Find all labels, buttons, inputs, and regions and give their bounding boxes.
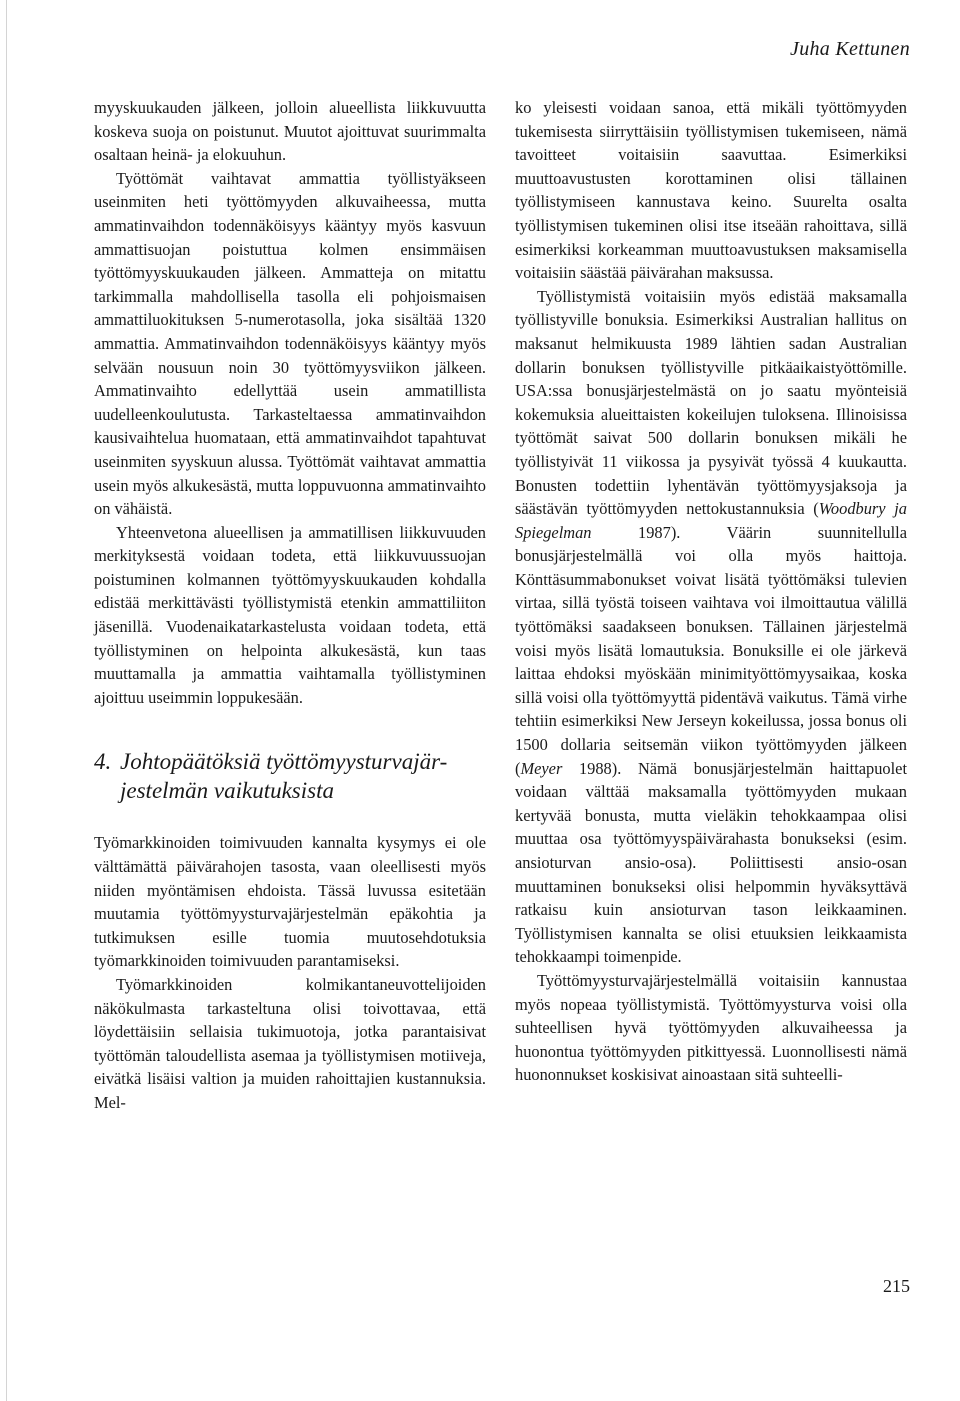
running-head-author: Juha Kettunen [790, 38, 910, 60]
section-title-line1: Johtopäätöksiä työttömyysturvajär- [120, 749, 448, 775]
paragraph-tripartite: Työmarkkinoiden kolmikantaneuvottelijoiden näkökulmasta tarkasteltuna olisi toivottavaa, että löydettäisiin sellaisia tukimuotoja, jotka parantaisivat työttömän taloudellista asemaa ja työllistymisen motiiveja, eivätkä lisäisi valtion ja muiden rahoittajien kustannuksia. Mel- [94, 975, 486, 1112]
bonus-text-part1: Työllistymistä voitaisiin myös edistää maksamalla työllistyville bonuksia. Esimerkiksi Australian hallitus on maksanut helmikuusta 1989 lähtien sadan Australian dollarin bonuksen työllistyville pitkäaikaistyöttömille. USA:ssa bonusjärjestelmästä on jo saatu myönteisiä kokemuksia alueittaisten kokeilujen tuloksena. Illinoisissa työttömät saivat 500 dollarin bonuksen mikäli he työllistyivät 11 viikossa ja pysyivät työssä 4 kuukautta. Bonusten todettiin lyhentävän työttömyysjaksoja ja säästävän työttömyyden nettokustannuksia ( [515, 286, 907, 519]
page-number: 215 [883, 1276, 910, 1296]
section-number: 4. [94, 749, 112, 775]
left-column [94, 96, 486, 1115]
citation-meyer: Meyer [520, 758, 563, 778]
right-column [515, 96, 907, 1087]
paragraph-bonuses [515, 285, 907, 969]
paragraph-continuation: myyskuukauden jälkeen, jolloin alueellista liikkuvuutta koskeva suoja on poistunut. Muutot ajoittuvat suurimmalta osaltaan heinä- ja elokuuhun. [94, 98, 486, 165]
section-title-line2: jestelmän vaikutuksista [120, 778, 334, 804]
paragraph-summary-mobility: Yhteenvetona alueellisen ja ammatillisen liikkuvuuden merkityksestä voidaan todeta, että liikkuvuussuojan poistuminen kolmannen työttömyyskuukauden kohdalla edistää merkittävästi työllistymistä etenkin ammattiliiton jäsenillä. Vuodenaikatarkastelusta voidaan todeta, että työllistyminen on helpointa alkukesästä, kun taas muuttamalla ja ammattia vaihtamalla työllistyminen ajoittuu useimmin loppukesään. [94, 522, 486, 707]
page-spine-line [6, 0, 7, 1401]
section-heading [94, 747, 486, 805]
bonus-text-part2: 1987). Väärin suunnitellulla bonusjärjestelmällä voi olla myös haittoja. Könttäsummabonukset voivat lisätä työttömäksi tulevien virtaa, sillä työstä toiseen vaihtava voi ilmoittautua välillä työttömäksi saadakseen bonuksen. Tällainen järjestelmä voisi myös lisätä lomautuksia. Bonuksille ei ole järkevä laittaa ehdoksi myöskään minimityöttömyysaikaa, koska sillä voisi olla työttömyyttä pidentävä vaikutus. Tämä virhe tehtiin esimerkiksi New Jerseyn kokeilussa, jossa bonus oli 1500 dollaria seitsemän viikon työttömyyden jälkeen ( [515, 522, 907, 778]
citation-woodbury-spiegelman: Woodbury ja Spiegelman [515, 499, 908, 542]
paragraph-employment-support: ko yleisesti voidaan sanoa, että mikäli työttömyyden tukemisesta siirryttäisiin työllistymisen tukemiseen, nämä tavoitteet voitaisiin saavuttaa. Esimerkiksi muuttoavustusten korottaminen olisi tällainen työllistymiseen kannustava keino. Suurelta osalta työllistymisen tukeminen olisi itse itseään rahoittava, sillä esimerkiksi korkeamman muuttoavustuksen maksamisella voitaisiin säästää päivärahan maksussa. [515, 98, 907, 283]
bonus-text-part3: 1988). Nämä bonusjärjestelmän haittapuolet voidaan välttää maksamalla työttömyyden mukaan kertyvää bonusta, mutta vieläkin tehokkaampaa olisi muuttaa osa työttömyyspäivärahasta bonukseksi (esim. ansioturvan ansio-osa). Poliittisesti ansio-osan muuttaminen bonukseksi olisi helpommin hyväksyttävä ratkaisu kuin ansioturvan tason leikkaaminen. Työllistymisen kannalta se olisi etuuksien leikkaamista tehokkaampi toimenpide. [515, 758, 907, 967]
paragraph-fast-employment: Työttömyysturvajärjestelmällä voitaisiin kannustaa myös nopeaa työllistymistä. Työttömyysturva voisi olla suhteellisen hyvä työttömyyden alkuvaiheessa ja huonontua työttömyyden pitkittyessä. Luonnollisesti nämä huononnukset koskisivat ainoastaan sitä suhteelli- [515, 970, 907, 1085]
paragraph-occupation-change: Työttömät vaihtavat ammattia työllistyäkseen useinmiten heti työttömyyden alkuvaiheessa, mutta ammatinvaihdon todennäköisyys kääntyy myös kasvuun ammattisuojan poistuttua kolmen ensimmäisen työttömyyskuukauden jälkeen. Ammatteja on mitattu tarkimmalla mahdollisella tasolla eli pohjoismaisen ammattiluokituksen 5-numerotasolla, joka sisältää 1320 ammattia. Ammatinvaihdon todennäköisyys kääntyy myös selvään nousuun noin 30 työttömyysviikon jälkeen. Ammatinvaihto edellyttää usein ammatillista uudelleenkoulutusta. Tarkasteltaessa ammatinvaihdon kausivaihtelua huomataan, että ammatinvaihdot tapahtuvat useinmiten syyskuun alussa. Työttömät vaihtavat ammattia usein myös alkukesästä, mutta loppuvuonna ammatinvaihto on vähäistä. [94, 168, 486, 519]
paragraph-labour-market: Työmarkkinoiden toimivuuden kannalta kysymys ei ole välttämättä päivärahojen tasosta, vaan oleellisesti myös niiden myöntämisen ehdoista. Tässä luvussa esitetään muutamia työttömyysturvajärjestelmän epäkohtia ja tutkimuksen esille tuomia muutosehdotuksia työmarkkinoiden toimivuuden parantamiseksi. [94, 833, 486, 971]
